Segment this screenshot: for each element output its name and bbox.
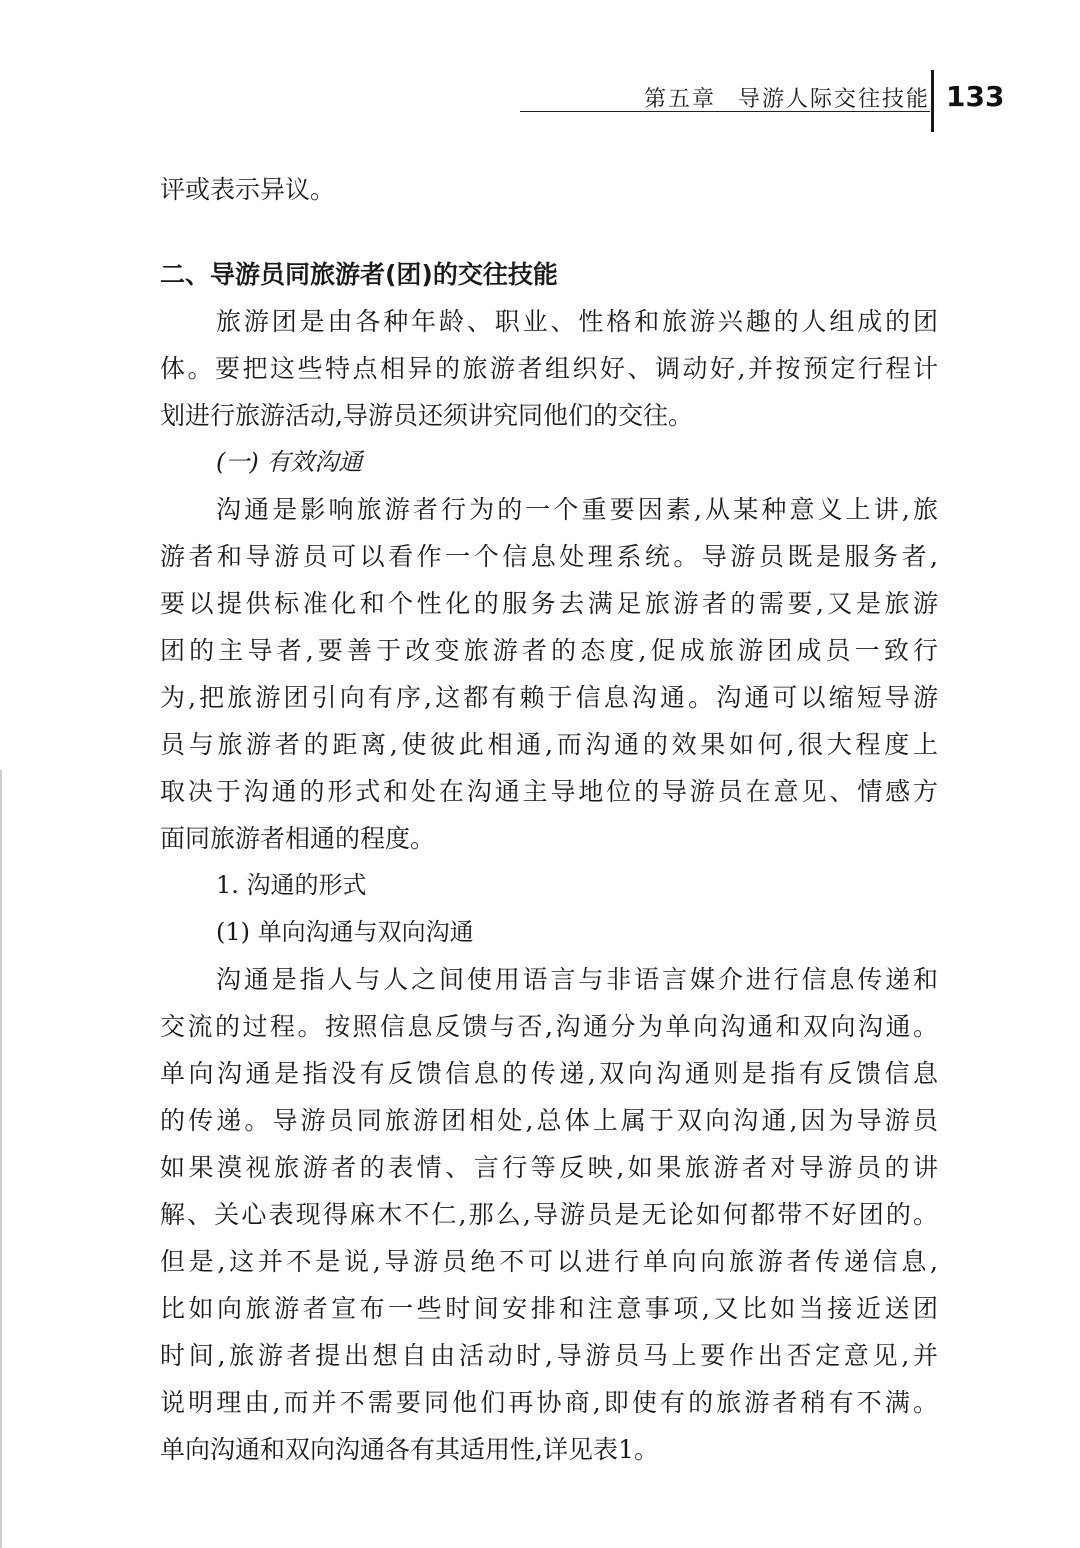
scan-edge-shadow: [0, 770, 2, 1548]
paragraph-line: 员与旅游者的距离,使彼此相通,而沟通的效果如何,很大程度上: [160, 730, 938, 759]
paragraph-line: 沟通是指人与人之间使用语言与非语言媒介进行信息传递和: [216, 965, 938, 994]
paragraph-2: [160, 486, 938, 862]
paragraph-line: 的传递。导游员同旅游团相处,总体上属于双向沟通,因为导游员: [160, 1106, 938, 1135]
opening-line: 评或表示异议。: [160, 175, 336, 204]
paragraph-line: 沟通是影响旅游者行为的一个重要因素,从某种意义上讲,旅: [216, 495, 938, 524]
section-heading: 二、导游员同旅游者(团)的交往技能: [160, 260, 558, 289]
paragraph-line: 比如向旅游者宣布一些时间安排和注意事项,又比如当接近送团: [160, 1294, 938, 1323]
page-number: 133: [946, 80, 1005, 113]
subsection-heading: (一) 有效沟通: [216, 448, 363, 476]
paragraph-line: 为,把旅游团引向有序,这都有赖于信息沟通。沟通可以缩短导游: [160, 683, 938, 712]
page-body: [160, 166, 938, 1473]
paragraph-line: 交流的过程。按照信息反馈与否,沟通分为单向沟通和双向沟通。: [160, 1012, 938, 1041]
paragraph-line: 单向沟通是指没有反馈信息的传递,双向沟通则是指有反馈信息: [160, 1059, 938, 1088]
paragraph-line: 团的主导者,要善于改变旅游者的态度,促成旅游团成员一致行: [160, 636, 938, 665]
paragraph-line: 体。要把这些特点相异的旅游者组织好、调动好,并按预定行程计: [160, 354, 938, 383]
paragraph-line: 取决于沟通的形式和处在沟通主导地位的导游员在意见、情感方: [160, 777, 938, 806]
paragraph-line: 要以提供标准化和个性化的服务去满足旅游者的需要,又是旅游: [160, 589, 938, 618]
chapter-number: 第五章: [643, 87, 716, 112]
header-vertical-bar: [931, 70, 934, 132]
paragraph-line: 划进行旅游活动,导游员还须讲究同他们的交往。: [160, 401, 693, 430]
paragraph-3: [160, 956, 938, 1473]
paragraph-line: 解、关心表现得麻木不仁,那么,导游员是无论如何都带不好团的。: [160, 1200, 938, 1229]
paragraph-line: 如果漠视旅游者的表情、言行等反映,如果旅游者对导游员的讲: [160, 1153, 938, 1182]
subitem-heading: (1) 单向沟通与双向沟通: [216, 918, 474, 946]
spacer: [160, 213, 938, 251]
paragraph-line: 但是,这并不是说,导游员绝不可以进行单向向旅游者传递信息,: [160, 1247, 938, 1276]
paragraph-line: 旅游团是由各种年龄、职业、性格和旅游兴趣的人组成的团: [216, 307, 938, 336]
running-header: [644, 82, 930, 113]
chapter-title: 导游人际交往技能: [737, 87, 930, 112]
paragraph-line: 单向沟通和双向沟通各有其适用性,详见表1。: [160, 1435, 659, 1464]
paragraph-line: 说明理由,而并不需要同他们再协商,即使有的旅游者稍有不满。: [160, 1388, 938, 1417]
paragraph-line: 游者和导游员可以看作一个信息处理系统。导游员既是服务者,: [160, 542, 938, 571]
paragraph-line: 时间,旅游者提出想自由活动时,导游员马上要作出否定意见,并: [160, 1341, 938, 1370]
header-rule: [520, 111, 930, 112]
paragraph-1: [160, 298, 938, 439]
paragraph-line: 面同旅游者相通的程度。: [160, 824, 436, 853]
item-heading: 1. 沟通的形式: [216, 871, 367, 899]
